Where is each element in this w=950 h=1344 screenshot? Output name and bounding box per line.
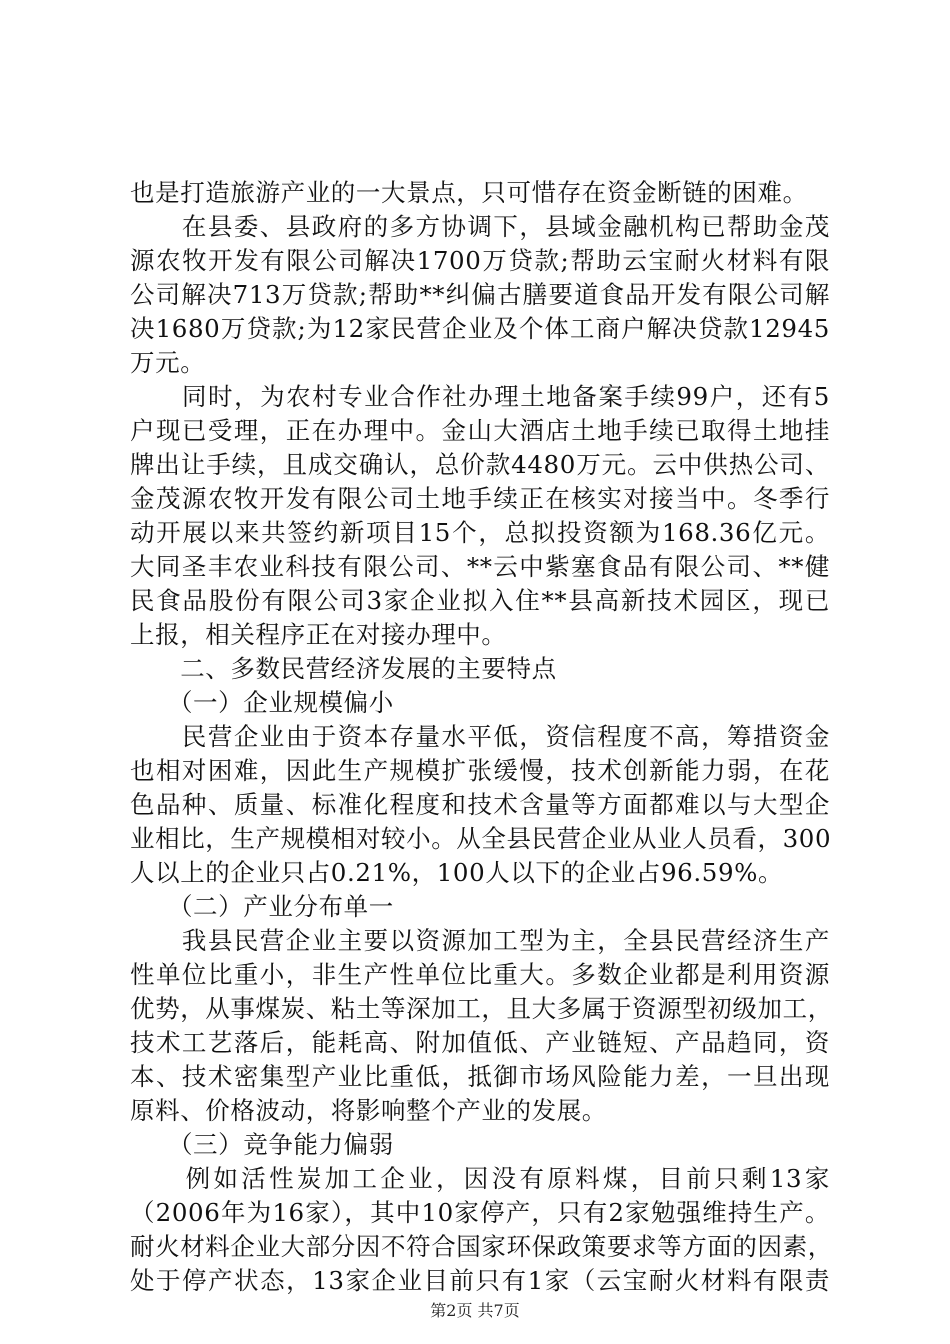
text-line: 民食品股份有限公司3家企业拟入住**县高新技术园区，现已 (130, 586, 830, 615)
text-line: 决1680万贷款;为12家民营企业及个体工商户解决贷款12945 (130, 314, 830, 343)
text-line: （2006年为16家），其中10家停产，只有2家勉强维持生产。 (130, 1198, 830, 1227)
text-line: 上报，相关程序正在对接办理中。 (130, 620, 507, 649)
text-line: 优势，从事煤炭、粘土等深加工，且大多属于资源型初级加工， (130, 994, 833, 1023)
text-line: 人以上的企业只占0.21%，100人以下的企业占96.59%。 (130, 858, 784, 887)
text-line: 我县民营企业主要以资源加工型为主，全县民营经济生产 (130, 926, 830, 955)
text-line: 同时，为农村专业合作社办理土地备案手续99户，还有5 (130, 382, 830, 411)
text-line: 公司解决713万贷款;帮助**纠偏古膳要道食品开发有限公司解 (130, 280, 830, 309)
text-line: 金茂源农牧开发有限公司土地手续正在核实对接当中。冬季行 (130, 484, 830, 513)
text-line: 性单位比重小，非生产性单位比重大。多数企业都是利用资源 (130, 960, 830, 989)
text-line: 万元。 (130, 348, 206, 377)
text-line: 业相比，生产规模相对较小。从全县民营企业从业人员看，300 (130, 824, 832, 853)
text-line: 动开展以来共签约新项目15个，总拟投资额为168.36亿元。 (130, 518, 830, 547)
text-line: 处于停产状态，13家企业目前只有1家（云宝耐火材料有限责 (130, 1266, 830, 1295)
text-line: 民营企业由于资本存量水平低，资信程度不高，筹措资金 (130, 722, 830, 751)
text-line: 源农牧开发有限公司解决1700万贷款;帮助云宝耐火材料有限 (130, 246, 830, 275)
text-line: 在县委、县政府的多方协调下，县域金融机构已帮助金茂 (130, 212, 830, 241)
subsection-heading: （一）企业规模偏小 (130, 688, 394, 717)
subsection-heading: （二）产业分布单一 (130, 892, 394, 921)
text-line: 也相对困难，因此生产规模扩张缓慢，技术创新能力弱，在花 (130, 756, 830, 785)
text-line: 例如活性炭加工企业，因没有原料煤，目前只剩13家 (130, 1164, 830, 1193)
text-line: 原料、价格波动，将影响整个产业的发展。 (130, 1096, 607, 1125)
text-line: 技术工艺落后，能耗高、附加值低、产业链短、产品趋同，资 (130, 1028, 830, 1057)
text-line: 色品种、质量、标准化程度和技术含量等方面都难以与大型企 (130, 790, 830, 819)
text-line: 也是打造旅游产业的一大景点，只可惜存在资金断链的困难。 (130, 178, 808, 207)
page-footer: 第2页 共7页 (430, 1301, 520, 1320)
text-line: 大同圣丰农业科技有限公司、**云中紫塞食品有限公司、**健 (130, 552, 830, 581)
text-line: 耐火材料企业大部分因不符合国家环保政策要求等方面的因素， (130, 1232, 833, 1261)
section-heading: 二、多数民营经济发展的主要特点 (130, 654, 557, 683)
text-line: 户现已受理，正在办理中。金山大酒店土地手续已取得土地挂 (130, 416, 830, 445)
subsection-heading: （三）竞争能力偏弱 (130, 1130, 394, 1159)
text-line: 牌出让手续，且成交确认，总价款4480万元。云中供热公司、 (130, 450, 830, 479)
text-line: 本、技术密集型产业比重低，抵御市场风险能力差，一旦出现 (130, 1062, 830, 1091)
